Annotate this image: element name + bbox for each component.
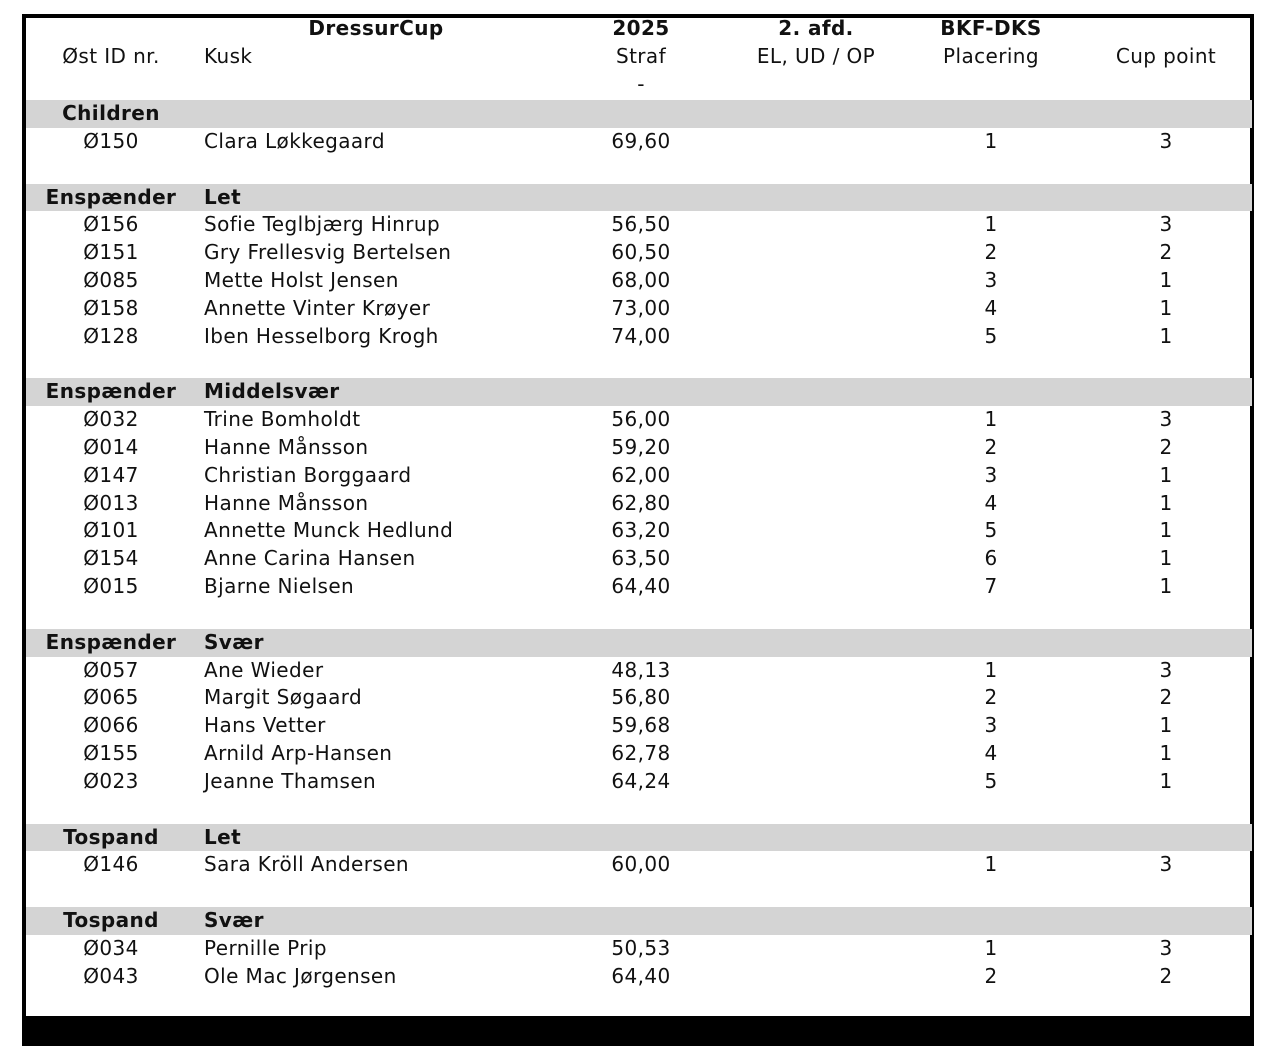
cell-straf: 64,40 bbox=[611, 963, 671, 988]
cell-straf: 60,00 bbox=[611, 852, 671, 877]
header-row-columns bbox=[26, 44, 1252, 72]
cell-straf: 63,20 bbox=[611, 518, 671, 543]
cell-straf: 56,80 bbox=[611, 685, 671, 710]
cell-name: Arnild Arp-Hansen bbox=[204, 740, 393, 765]
category-label: Enspænder bbox=[45, 184, 177, 209]
subcategory-label: Let bbox=[204, 184, 242, 209]
section-spacer bbox=[26, 796, 1252, 824]
cell-name: Mette Holst Jensen bbox=[204, 267, 399, 292]
cell-name: Iben Hesselborg Krogh bbox=[204, 323, 439, 348]
cell-id: Ø151 bbox=[83, 240, 139, 265]
section-spacer bbox=[26, 350, 1252, 378]
table-row bbox=[26, 712, 1252, 740]
sheet-year: 2025 bbox=[612, 16, 670, 40]
column-header-name: Kusk bbox=[204, 44, 253, 68]
cell-cup-point: 3 bbox=[1159, 852, 1173, 877]
cell-placering: 1 bbox=[984, 852, 998, 877]
cell-cup-point: 1 bbox=[1159, 740, 1173, 765]
table-row bbox=[26, 128, 1252, 156]
column-header-cup-point: Cup point bbox=[1115, 44, 1217, 68]
cell-cup-point: 1 bbox=[1159, 323, 1173, 348]
cell-name: Bjarne Nielsen bbox=[204, 573, 355, 598]
category-label: Tospand bbox=[63, 908, 159, 933]
column-header-straf: Straf bbox=[615, 44, 667, 68]
category-row bbox=[26, 184, 1252, 212]
cell-name: Anne Carina Hansen bbox=[204, 546, 416, 571]
cell-placering: 2 bbox=[984, 434, 998, 459]
cell-straf: 60,50 bbox=[611, 240, 671, 265]
cell-name: Sara Kröll Andersen bbox=[204, 852, 409, 877]
table-row bbox=[26, 740, 1252, 768]
header-row-dash bbox=[26, 72, 1252, 100]
results-table bbox=[26, 16, 1252, 1019]
column-header-class: EL, UD / OP bbox=[756, 44, 876, 68]
section-spacer bbox=[26, 156, 1252, 184]
table-row bbox=[26, 406, 1252, 434]
cell-placering: 5 bbox=[984, 768, 998, 793]
cell-straf: 59,68 bbox=[611, 713, 671, 738]
cell-cup-point: 3 bbox=[1159, 935, 1173, 960]
cell-name: Sofie Teglbjærg Hinrup bbox=[204, 212, 441, 237]
table-row bbox=[26, 963, 1252, 991]
cell-name: Ane Wieder bbox=[204, 657, 324, 682]
cell-id: Ø146 bbox=[83, 852, 139, 877]
cell-id: Ø085 bbox=[83, 267, 139, 292]
cell-placering: 3 bbox=[984, 713, 998, 738]
category-row bbox=[26, 100, 1252, 128]
table-row bbox=[26, 768, 1252, 796]
cell-id: Ø065 bbox=[83, 685, 139, 710]
table-row bbox=[26, 657, 1252, 685]
cell-id: Ø158 bbox=[83, 295, 139, 320]
category-row bbox=[26, 824, 1252, 852]
category-row bbox=[26, 378, 1252, 406]
cell-name: Clara Løkkegaard bbox=[204, 128, 385, 153]
cell-cup-point: 2 bbox=[1159, 963, 1173, 988]
cell-name: Jeanne Thamsen bbox=[204, 768, 377, 793]
cell-placering: 1 bbox=[984, 212, 998, 237]
cell-placering: 6 bbox=[984, 546, 998, 571]
cell-cup-point: 3 bbox=[1159, 212, 1173, 237]
cell-cup-point: 2 bbox=[1159, 434, 1173, 459]
cell-placering: 1 bbox=[984, 407, 998, 432]
cell-straf: 68,00 bbox=[611, 267, 671, 292]
cell-id: Ø034 bbox=[83, 935, 139, 960]
cell-straf: 63,50 bbox=[611, 546, 671, 571]
cell-placering: 5 bbox=[984, 323, 998, 348]
cell-placering: 4 bbox=[984, 490, 998, 515]
cell-straf: 59,20 bbox=[611, 434, 671, 459]
cell-placering: 7 bbox=[984, 573, 998, 598]
cell-name: Hanne Månsson bbox=[204, 490, 369, 515]
cell-cup-point: 3 bbox=[1159, 128, 1173, 153]
straf-dash: - bbox=[637, 72, 645, 96]
cell-id: Ø013 bbox=[83, 490, 139, 515]
cell-placering: 3 bbox=[984, 462, 998, 487]
cell-straf: 64,40 bbox=[611, 573, 671, 598]
cell-placering: 1 bbox=[984, 128, 998, 153]
cell-id: Ø057 bbox=[83, 657, 139, 682]
column-header-placering: Placering bbox=[943, 44, 1039, 68]
table-row bbox=[26, 573, 1252, 601]
table-row bbox=[26, 434, 1252, 462]
subcategory-label: Svær bbox=[204, 629, 264, 654]
cell-name: Hans Vetter bbox=[204, 713, 326, 738]
cell-name: Ole Mac Jørgensen bbox=[204, 963, 397, 988]
cell-cup-point: 2 bbox=[1159, 685, 1173, 710]
cell-id: Ø032 bbox=[83, 407, 139, 432]
cell-cup-point: 1 bbox=[1159, 462, 1173, 487]
column-header-id: Øst ID nr. bbox=[62, 44, 160, 68]
category-label: Enspænder bbox=[45, 629, 177, 654]
cell-name: Hanne Månsson bbox=[204, 434, 369, 459]
cell-id: Ø014 bbox=[83, 434, 139, 459]
category-row bbox=[26, 629, 1252, 657]
category-label: Enspænder bbox=[45, 379, 177, 404]
table-row bbox=[26, 851, 1252, 879]
subcategory-label: Middelsvær bbox=[204, 379, 340, 404]
footer-bar bbox=[22, 1016, 1254, 1046]
header-row-top bbox=[26, 16, 1252, 44]
cell-id: Ø156 bbox=[83, 212, 139, 237]
cell-id: Ø150 bbox=[83, 128, 139, 153]
cell-straf: 69,60 bbox=[611, 128, 671, 153]
cell-straf: 48,13 bbox=[611, 657, 671, 682]
cell-name: Gry Frellesvig Bertelsen bbox=[204, 240, 452, 265]
cell-placering: 2 bbox=[984, 685, 998, 710]
cell-id: Ø066 bbox=[83, 713, 139, 738]
cell-straf: 62,78 bbox=[611, 740, 671, 765]
category-row bbox=[26, 907, 1252, 935]
table-row bbox=[26, 684, 1252, 712]
sheet-round: 2. afd. bbox=[778, 16, 854, 40]
cell-name: Trine Bomholdt bbox=[204, 407, 361, 432]
table-row bbox=[26, 239, 1252, 267]
cell-id: Ø147 bbox=[83, 462, 139, 487]
cell-straf: 73,00 bbox=[611, 295, 671, 320]
category-label: Children bbox=[62, 101, 160, 125]
cell-cup-point: 2 bbox=[1159, 240, 1173, 265]
cell-id: Ø155 bbox=[83, 740, 139, 765]
cell-straf: 56,50 bbox=[611, 212, 671, 237]
cell-name: Annette Vinter Krøyer bbox=[204, 295, 431, 320]
cell-id: Ø015 bbox=[83, 573, 139, 598]
cell-cup-point: 1 bbox=[1159, 546, 1173, 571]
cell-cup-point: 1 bbox=[1159, 713, 1173, 738]
cell-id: Ø043 bbox=[83, 963, 139, 988]
cell-name: Christian Borggaard bbox=[204, 462, 412, 487]
cell-placering: 5 bbox=[984, 518, 998, 543]
cell-name: Pernille Prip bbox=[204, 935, 327, 960]
cell-placering: 1 bbox=[984, 657, 998, 682]
section-spacer bbox=[26, 879, 1252, 907]
category-label: Tospand bbox=[63, 824, 159, 849]
cell-cup-point: 1 bbox=[1159, 573, 1173, 598]
cell-name: Annette Munck Hedlund bbox=[204, 518, 454, 543]
table-row bbox=[26, 295, 1252, 323]
table-row bbox=[26, 211, 1252, 239]
cell-placering: 4 bbox=[984, 295, 998, 320]
sheet-title: DressurCup bbox=[308, 16, 444, 40]
cell-placering: 3 bbox=[984, 267, 998, 292]
cell-id: Ø154 bbox=[83, 546, 139, 571]
cell-placering: 4 bbox=[984, 740, 998, 765]
cell-cup-point: 1 bbox=[1159, 768, 1173, 793]
cell-cup-point: 3 bbox=[1159, 657, 1173, 682]
cell-placering: 1 bbox=[984, 935, 998, 960]
sections-container bbox=[26, 100, 1252, 1019]
table-row bbox=[26, 935, 1252, 963]
cell-cup-point: 3 bbox=[1159, 407, 1173, 432]
table-row bbox=[26, 545, 1252, 573]
cell-straf: 64,24 bbox=[611, 768, 671, 793]
table-row bbox=[26, 490, 1252, 518]
section-spacer bbox=[26, 991, 1252, 1019]
cell-id: Ø023 bbox=[83, 768, 139, 793]
cell-straf: 74,00 bbox=[611, 323, 671, 348]
cell-name: Margit Søgaard bbox=[204, 685, 363, 710]
cell-straf: 62,00 bbox=[611, 462, 671, 487]
subcategory-label: Let bbox=[204, 824, 242, 849]
subcategory-label: Svær bbox=[204, 908, 264, 933]
section-spacer bbox=[26, 601, 1252, 629]
cell-cup-point: 1 bbox=[1159, 490, 1173, 515]
cell-placering: 2 bbox=[984, 963, 998, 988]
table-row bbox=[26, 517, 1252, 545]
sheet-org: BKF-DKS bbox=[940, 16, 1042, 40]
cell-straf: 56,00 bbox=[611, 407, 671, 432]
table-row bbox=[26, 323, 1252, 351]
cell-straf: 62,80 bbox=[611, 490, 671, 515]
cell-cup-point: 1 bbox=[1159, 518, 1173, 543]
table-row bbox=[26, 267, 1252, 295]
cell-straf: 50,53 bbox=[611, 935, 671, 960]
cell-cup-point: 1 bbox=[1159, 295, 1173, 320]
table-row bbox=[26, 462, 1252, 490]
cell-placering: 2 bbox=[984, 240, 998, 265]
cell-cup-point: 1 bbox=[1159, 267, 1173, 292]
cell-id: Ø101 bbox=[83, 518, 139, 543]
cell-id: Ø128 bbox=[83, 323, 139, 348]
